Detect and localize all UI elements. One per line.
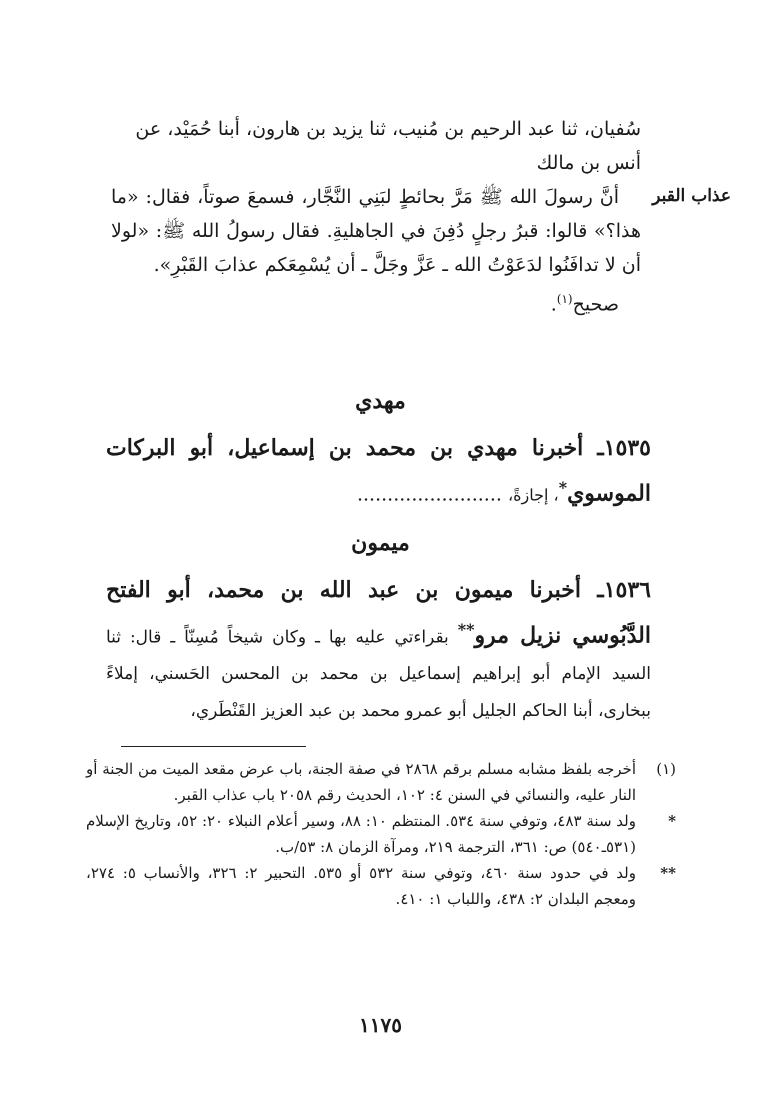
footnote-mark: (١) [656,760,676,778]
margin-note: عذاب القبر [652,186,731,206]
footnote-rule [121,746,306,747]
footnotes [86,756,676,912]
footnote-text: أخرجه بلفظ مشابه مسلم برقم ٢٨٦٨ في صفة الجنة، باب عرض مقعد الميت من الجنة أو النار عليه، والنسائي في السنن ٤: ١٠٢، الحديث رقم ٢٠٥٨ باب عذاب القبر. [86,760,636,804]
footnote-item [86,860,676,912]
page-number: ١١٧٥ [359,1013,402,1037]
footnote-mark: ** [660,864,676,882]
entry-tail: بقراءتي عليه بها ـ وكان شيخاً مُسِنّاً ـ قال: ثنا السيد الإمام أبو إبراهيم إسماعيل بن محمد بن المحسن الحَسني، إملاءً ببخارى، أبنا الحاكم الجليل أبو عمرو محمد بن عبد العزيز القَنْطَري، [106,627,651,722]
isnad-line: أنس بن مالك [536,152,641,174]
entry-head: ١٥٣٦ـ أخبرنا ميمون بن عبد الله بن محمد، أبو الفتح الدَّبُوسي نزيل مرو [106,577,651,649]
footnote-item [86,756,676,808]
entry-head: ١٥٣٥ـ أخبرنا مهدي بن محمد بن إسماعيل، أبو البركات الموسوي [106,435,651,507]
footnote-item [86,808,676,860]
footnote-ref: (١) [556,292,573,306]
footnote-star: * [558,478,568,497]
footnote-text: ولد سنة ٤٨٣، وتوفي سنة ٥٣٤. المنتظم ١٠: ٨٨، وسير أعلام النبلاء ٢٠: ٥٢، وتاريخ الإسلام (٥٣١ـ٥٤٠) ص: ٣٦١، الترجمة ٢١٩، ومرآة الزمان ٨: ٥٣/ب. [86,812,636,856]
entry-1535 [106,428,651,513]
entry-tail: ، إجازةً، [507,485,559,505]
section-heading: مهدي [355,388,406,414]
footnote-star: ** [457,620,475,639]
ellipsis-dots: ........................ [356,483,502,506]
isnad-line: سُفيان، ثنا عبد الرحيم بن مُنيب، ثنا يزيد بن هارون، أبنا حُمَيْد، عن [135,118,641,140]
hadith-block [111,112,641,321]
section-heading: ميمون [351,530,410,556]
grading: صحيح [572,293,619,316]
grading-end: . [550,293,557,316]
footnote-mark: * [668,812,676,830]
entry-1536 [106,570,651,729]
grading-line [111,282,641,321]
footnote-text: ولد في حدود سنة ٤٦٠، وتوفي سنة ٥٣٢ أو ٥٣٥. التحبير ٢: ٣٢٦، والأنساب ٥: ٢٧٤، ومعجم البلدان ٢: ٤٣٨، واللباب ١: ٤١٠. [86,864,636,908]
hadith-matn: أنَّ رسولَ الله ﷺ مَرَّ بحائطٍ لبَنِي النَّجَّار، فسمعَ صوتاً، فقال: «ما هذا؟» قالوا: قبرُ رجلٍ دُفِنَ في الجاهليةِ. فقال رسولُ الله ﷺ: «لولا أن لا تدافَنُوا لدَعَوْتُ الله ـ عَزَّ وجَلَّ ـ أن يُسْمِعَكم عذابَ القَبْرِ». [111,186,641,276]
